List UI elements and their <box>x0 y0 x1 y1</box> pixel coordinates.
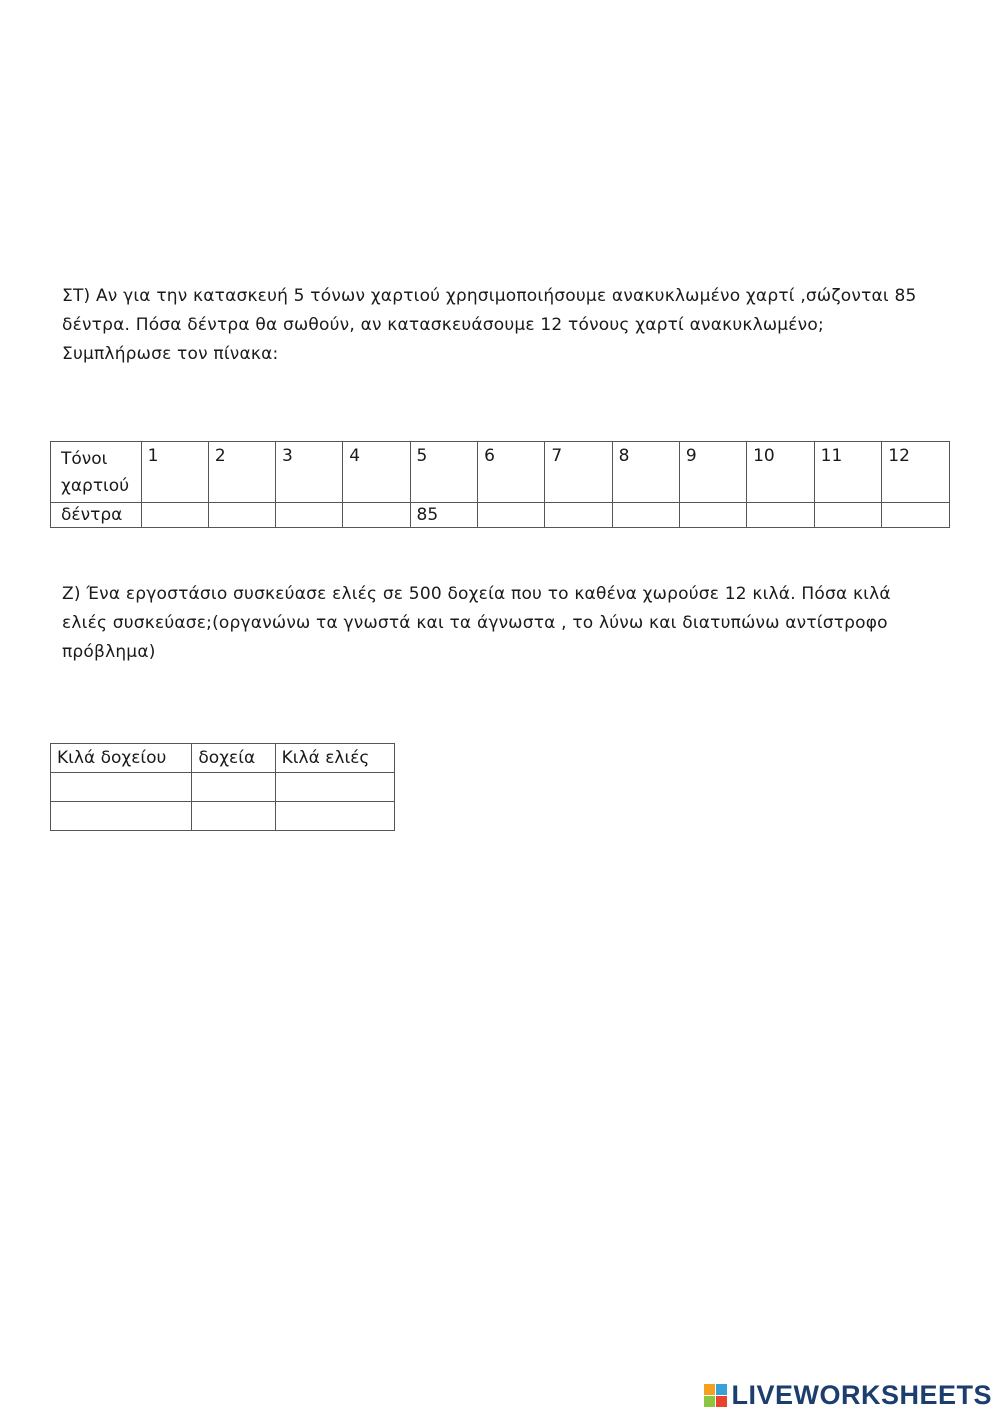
trees-given-cell: 85 <box>410 503 478 528</box>
section-st-text <box>62 282 962 369</box>
trees-answer-cell[interactable] <box>612 503 679 528</box>
brand-wordmark: LIVEWORKSHEETS <box>731 1380 992 1410</box>
tons-cell: 5 <box>410 442 478 503</box>
trees-answer-cell[interactable] <box>141 503 208 528</box>
trees-answer-cell[interactable] <box>343 503 410 528</box>
olives-answer-cell[interactable] <box>275 802 394 831</box>
section-st-line: ΣΤ) Αν για την κατασκευή 5 τόνων χαρτιού χρησιμοποιήσουμε ανακυκλωμένο χαρτί ,σώζονται 85 <box>62 286 917 306</box>
olives-answer-cell[interactable] <box>192 802 275 831</box>
trees-answer-cell[interactable] <box>545 503 612 528</box>
tons-label-line: Τόνοι <box>61 449 108 469</box>
liveworksheets-brand <box>704 1380 992 1411</box>
liveworksheets-logo-icon <box>704 1384 727 1407</box>
tons-row <box>51 442 950 503</box>
section-z-line: ελιές συσκεύασε;(οργανώνω τα γνωστά και τα άγνωστα , το λύνω και διατυπώνω αντίστροφο <box>62 613 888 633</box>
olives-answer-row <box>51 802 395 831</box>
trees-row-label: δέντρα <box>51 503 142 528</box>
trees-row <box>51 503 950 528</box>
section-z-text <box>62 580 962 667</box>
olives-answer-cell[interactable] <box>51 802 192 831</box>
tons-cell: 1 <box>141 442 208 503</box>
tons-cell: 6 <box>478 442 545 503</box>
tons-cell: 8 <box>612 442 679 503</box>
olives-answer-cell[interactable] <box>192 773 275 802</box>
trees-answer-cell[interactable] <box>814 503 882 528</box>
trees-answer-cell[interactable] <box>882 503 950 528</box>
tons-row-label <box>51 442 142 503</box>
tons-cell: 7 <box>545 442 612 503</box>
olives-header-cell: Κιλά δοχείου <box>51 744 192 773</box>
section-st-line: δέντρα. Πόσα δέντρα θα σωθούν, αν κατασκευάσουμε 12 τόνους χαρτί ανακυκλωμένο; <box>62 315 824 335</box>
olives-header-row <box>51 744 395 773</box>
tons-cell: 10 <box>747 442 815 503</box>
tons-cell: 4 <box>343 442 410 503</box>
section-st-line: Συμπλήρωσε τον πίνακα: <box>62 344 279 364</box>
tons-cell: 2 <box>208 442 275 503</box>
olives-header-cell: Κιλά ελιές <box>275 744 394 773</box>
tons-cell: 12 <box>882 442 950 503</box>
trees-answer-cell[interactable] <box>208 503 275 528</box>
olives-answer-row <box>51 773 395 802</box>
tons-cell: 9 <box>679 442 746 503</box>
olives-answer-cell[interactable] <box>51 773 192 802</box>
trees-answer-cell[interactable] <box>276 503 343 528</box>
trees-answer-cell[interactable] <box>478 503 545 528</box>
olives-answer-cell[interactable] <box>275 773 394 802</box>
tons-label-line: χαρτιού <box>61 476 130 496</box>
tons-cell: 11 <box>814 442 882 503</box>
olives-table <box>50 743 395 831</box>
section-z-line: Ζ) Ένα εργοστάσιο συσκεύασε ελιές σε 500 δοχεία που το καθένα χωρούσε 12 κιλά. Πόσα κιλά <box>62 584 891 604</box>
trees-answer-cell[interactable] <box>679 503 746 528</box>
olives-header-cell: δοχεία <box>192 744 275 773</box>
tons-trees-table <box>50 441 950 528</box>
section-z-line: πρόβλημα) <box>62 642 156 662</box>
tons-cell: 3 <box>276 442 343 503</box>
trees-answer-cell[interactable] <box>747 503 815 528</box>
